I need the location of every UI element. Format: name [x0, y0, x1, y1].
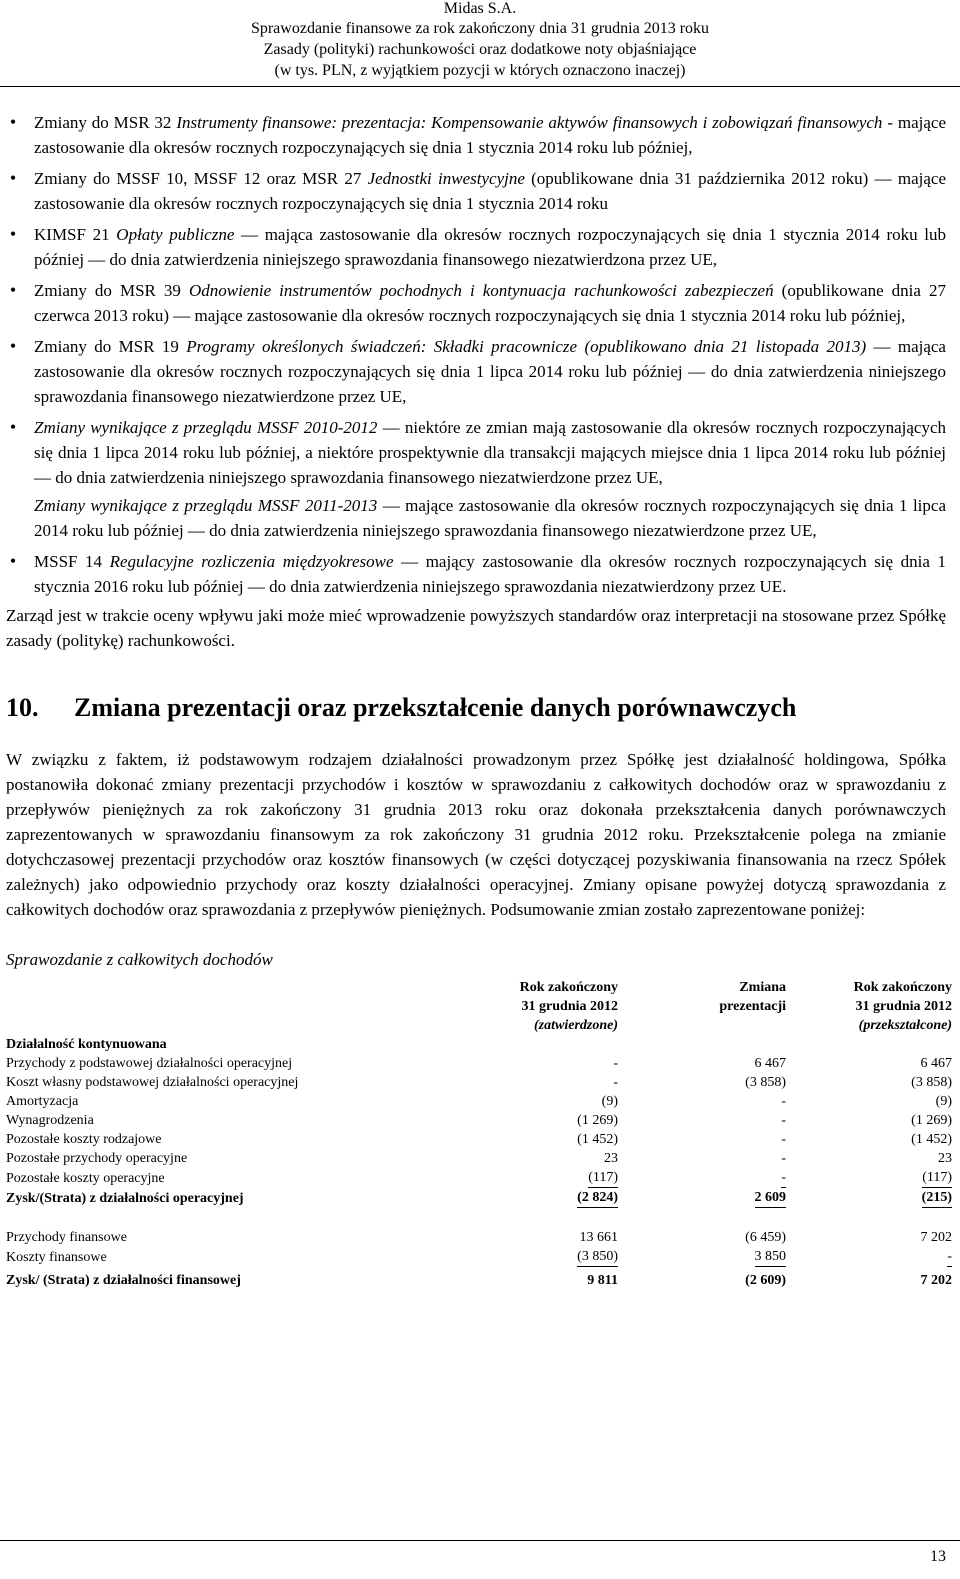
bullet-icon [6, 222, 20, 247]
bullet-icon [6, 334, 20, 359]
section-title: Zmiana prezentacji oraz przekształcenie danych porównawczych [74, 693, 797, 722]
bullet-icon [6, 278, 20, 303]
list-item: • MSSF 14 Regulacyjne rozliczenia międzyokresowe — mający zastosowanie dla okresów rocznych rozpoczynających się dnia 1 stycznia 2016 roku lub później — do dnia zatwierdzenia niniejszego sprawozdania niezatwierdzony przez UE. [6, 549, 946, 599]
section-number: 10. [6, 693, 39, 722]
company-name: Midas S.A. [443, 0, 517, 17]
list-item: Zmiany wynikające z przeglądu MSSF 2011-2013 — mające zastosowanie dla okresów rocznych rozpoczynających się dnia 1 lipca 2014 roku lub później — do dnia zatwierdzenia niniejszego sprawozdania finansowego niezatwierdzone przez UE, [34, 496, 946, 540]
header-line-3: (w tys. PLN, z wyjątkiem pozycji w których oznaczono inaczej) [274, 62, 686, 79]
list-item: • KIMSF 21 Opłaty publiczne — mająca zastosowanie dla okresów rocznych rozpoczynających się dnia 1 stycznia 2014 roku lub później — do dnia zatwierdzenia niniejszego sprawozdania finansowego niezatwierdzona przez UE, [6, 222, 946, 272]
table-total-row: Zysk/(Strata) z działalności operacyjnej (2 824) 2 609 (215) [6, 1188, 952, 1208]
bullet-icon [6, 549, 20, 574]
table-header-row [6, 978, 952, 1035]
page-number: 13 [930, 1548, 946, 1565]
list-item: • Zmiany do MSSF 10, MSSF 12 oraz MSR 27 Jednostki inwestycyjne (opublikowane dnia 31 października 2012 roku) — mające zastosowanie dla okresów rocznych rozpoczynających się dnia 1 stycznia 2014 roku [6, 166, 946, 216]
section-heading [6, 693, 946, 723]
column-header: Zmiana prezentacji [719, 980, 786, 1014]
table-caption: Sprawozdanie z całkowitych dochodów [6, 950, 273, 969]
table-row: Przychody finansowe 13 661 (6 459) 7 202 [6, 1230, 952, 1245]
table-row: Przychody z podstawowej działalności operacyjnej - 6 467 6 467 [6, 1056, 952, 1071]
closing-paragraph: Zarząd jest w trakcie oceny wpływu jaki może mieć wprowadzenie powyższych standardów oraz interpretacji na stosowane przez Spółkę zasady (politykę) rachunkowości. [6, 606, 946, 650]
section-paragraph: W związku z faktem, iż podstawowym rodzajem działalności prowadzonym przez Spółkę jest działalność holdingowa, Spółka postanowiła dokonać zmiany prezentacji przychodów i kosztów w sprawozdaniu z całkowitych dochodów oraz w sprawozdaniu z przepływów pieniężnych za rok zakończony 31 grudnia 2013 roku oraz dokonała przekształcenia danych porównawczych zaprezentowanych w sprawozdaniu finansowym za rok zakończony 31 grudnia 2012 roku. Przekształcenie polega na zmianie dotychczasowej prezentacji przychodów oraz kosztów finansowych (w części dotyczącej pozyskiwania finansowania na rzecz Spółek zależnych) jako odpowiednio przychody oraz koszty działalności operacyjnej. Zmiany opisane powyżej dotyczą sprawozdania z całkowitych dochodów oraz sprawozdania z przepływów pieniężnych. Podsumowanie zmian zostało zaprezentowane poniżej: [6, 750, 946, 919]
header-line-2: Zasady (polityki) rachunkowości oraz dodatkowe noty objaśniające [263, 41, 697, 58]
table-total-row: Zysk/ (Strata) z działalności finansowej 9 811 (2 609) 7 202 [6, 1273, 952, 1288]
table-group-row: Działalność kontynuowana [6, 1037, 167, 1052]
table-row: Koszt własny podstawowej działalności operacyjnej - (3 858) (3 858) [6, 1075, 952, 1090]
footer-divider [0, 1540, 960, 1541]
table-row: Koszty finansowe (3 850) 3 850 - [6, 1247, 952, 1267]
table-row: Amortyzacja (9) - (9) [6, 1094, 952, 1109]
page-content [6, 110, 952, 1290]
standards-list [6, 110, 946, 599]
table-row: Wynagrodzenia (1 269) - (1 269) [6, 1113, 952, 1128]
list-item: • Zmiany wynikające z przeglądu MSSF 2010-2012 — niektóre ze zmian mają zastosowanie dla okresów rocznych rozpoczynających się dnia 1 lipca 2014 roku lub później, a niektóre prospektywnie dla transakcji mających miejsce dnia 1 lipca 2014 roku lub później — do dnia zatwierdzenia niniejszego sprawozdania finansowego niezatwierdzone przez UE, [6, 415, 946, 490]
bullet-icon [6, 166, 20, 191]
column-header: Rok zakończony 31 grudnia 2012 (zatwierdzone) [519, 980, 618, 1033]
list-item: • Zmiany do MSR 39 Odnowienie instrumentów pochodnych i kontynuacja rachunkowości zabezpieczeń (opublikowane dnia 27 czerwca 2013 roku) — mające zastosowanie dla okresów rocznych rozpoczynających się dnia 1 stycznia 2014 roku lub później, [6, 278, 946, 328]
page-header [0, 0, 960, 86]
header-divider [0, 86, 960, 87]
table-row: Pozostałe koszty rodzajowe (1 452) - (1 452) [6, 1132, 952, 1147]
bullet-icon [6, 415, 20, 440]
table-row: Pozostałe koszty operacyjne (117) - (117) [6, 1168, 952, 1188]
header-line-1: Sprawozdanie finansowe za rok zakończony dnia 31 grudnia 2013 roku [250, 20, 710, 37]
list-item: • Zmiany do MSR 32 Instrumenty finansowe: prezentacja: Kompensowanie aktywów finansowych i zobowiązań finansowych - mające zastosowanie dla okresów rocznych rozpoczynających się dnia 1 stycznia 2014 roku lub później, [6, 110, 946, 160]
column-header: Rok zakończony 31 grudnia 2012 (przekształcone) [853, 980, 952, 1033]
list-item: • Zmiany do MSR 19 Programy określonych świadczeń: Składki pracownicze (opublikowano dnia 21 listopada 2013) — mająca zastosowanie dla okresów rocznych rozpoczynających się dnia 1 lipca 2014 roku lub później — do dnia zatwierdzenia niniejszego sprawozdania finansowego niezatwierdzone przez UE, [6, 334, 946, 409]
financial-table [6, 978, 952, 1290]
table-row: Pozostałe przychody operacyjne 23 - 23 [6, 1151, 952, 1166]
bullet-icon [6, 110, 20, 135]
